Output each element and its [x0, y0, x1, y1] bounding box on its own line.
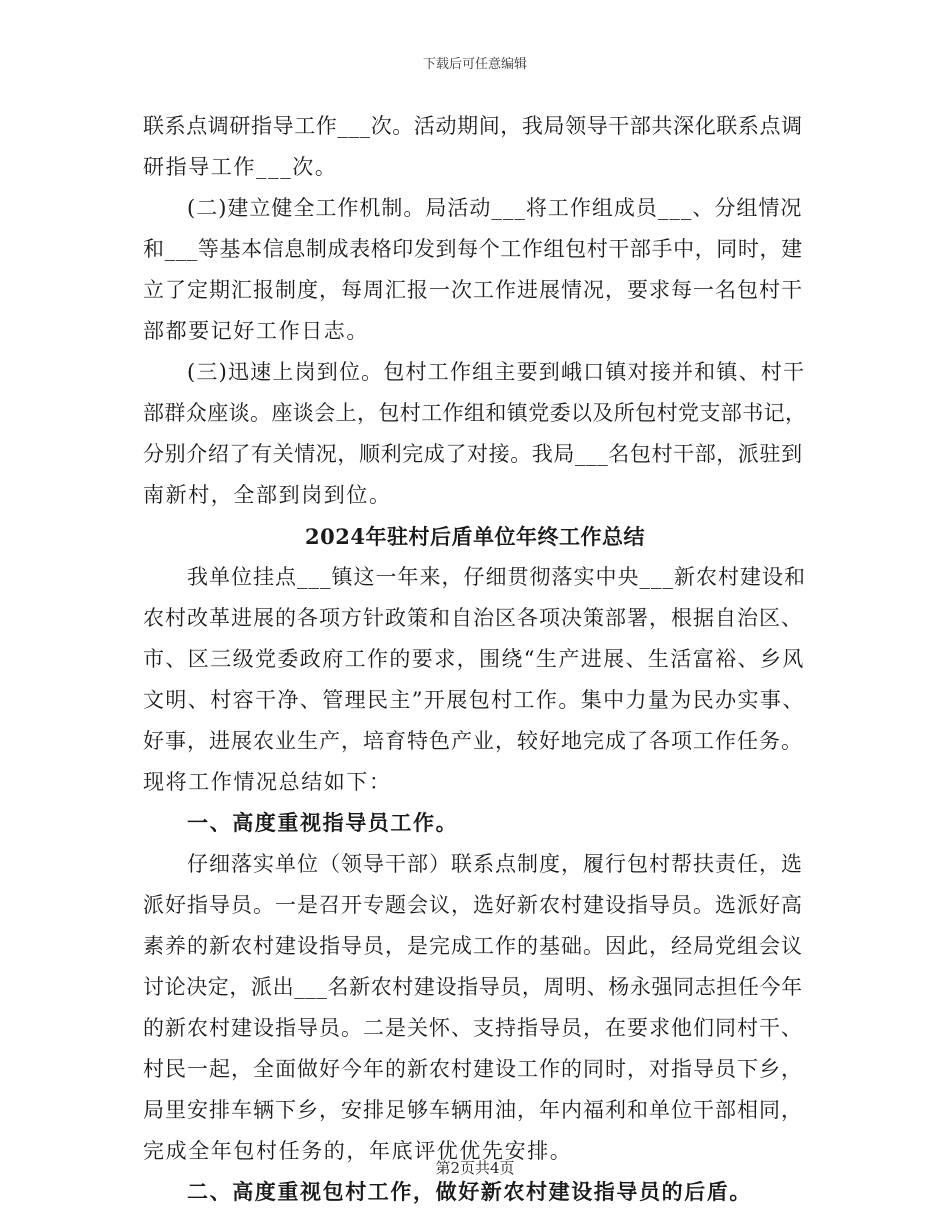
document-body [143, 106, 807, 1213]
body-line: 村民一起，全面做好今年的新农村建设工作的同时，对指导员下乡， [143, 1057, 803, 1081]
page-header: 下载后可任意编辑 [422, 57, 527, 72]
body-line: 仔细落实单位（领导干部）联系点制度，履行包村帮扶责任，选 [187, 852, 803, 876]
body-line: 部都要记好工作日志。 [143, 319, 369, 343]
body-line: 讨论决定，派出___名新农村建设指导员，周明、杨永强同志担任今年 [143, 975, 803, 999]
body-line: 联系点调研指导工作___次。活动期间，我局领导干部共深化联系点调 [143, 114, 803, 138]
page-footer: 第2页共4页 [435, 1159, 515, 1177]
body-line: 南新村，全部到岗到位。 [143, 483, 392, 507]
body-line: 市、区三级党委政府工作的要求，围绕“生产进展、生活富裕、乡风 [143, 647, 805, 671]
body-line: 素养的新农村建设指导员，是完成工作的基础。因此，经局党组会议 [143, 934, 803, 958]
document-title: 2024年驻村后盾单位年终工作总结 [305, 524, 645, 549]
body-line: 立了定期汇报制度，每周汇报一次工作进展情况，要求每一名包村干 [143, 278, 803, 302]
body-line: 和___等基本信息制成表格印发到每个工作组包村干部手中，同时，建 [143, 237, 803, 261]
section-heading: 二、高度重视包村工作，做好新农村建设指导员的后盾。 [187, 1180, 752, 1204]
body-line: 派好指导员。一是召开专题会议，选好新农村建设指导员。选派好高 [143, 893, 803, 917]
body-line: 农村改革进展的各项方针政策和自治区各项决策部署，根据自治区、 [143, 606, 803, 630]
body-line: 我单位挂点___镇这一年来，仔细贯彻落实中央___新农村建设和 [187, 565, 806, 589]
section-heading: 一、高度重视指导员工作。 [187, 811, 459, 835]
body-line: 现将工作情况总结如下： [143, 770, 392, 794]
body-line: (二)建立健全工作机制。局活动___将工作组成员___、分组情况 [187, 196, 803, 220]
body-line: 文明、村容干净、管理民主”开展包村工作。集中力量为民办实事、 [143, 688, 805, 712]
body-line: 研指导工作___次。 [143, 155, 338, 179]
body-line: (三)迅速上岗到位。包村工作组主要到峨口镇对接并和镇、村干 [187, 360, 806, 384]
body-line: 分别介绍了有关情况，顺利完成了对接。我局___名包村干部，派驻到 [143, 442, 803, 466]
body-line: 的新农村建设指导员。二是关怀、支持指导员，在要求他们同村干、 [143, 1016, 803, 1040]
body-line: 完成全年包村任务的，年底评优优先安排。 [143, 1139, 573, 1163]
body-line: 好事，进展农业生产，培育特色产业，较好地完成了各项工作任务。 [143, 729, 803, 753]
body-line: 局里安排车辆下乡，安排足够车辆用油，年内福利和单位干部相同， [143, 1098, 803, 1122]
body-line: 部群众座谈。座谈会上，包村工作组和镇党委以及所包村党支部书记， [143, 401, 807, 425]
